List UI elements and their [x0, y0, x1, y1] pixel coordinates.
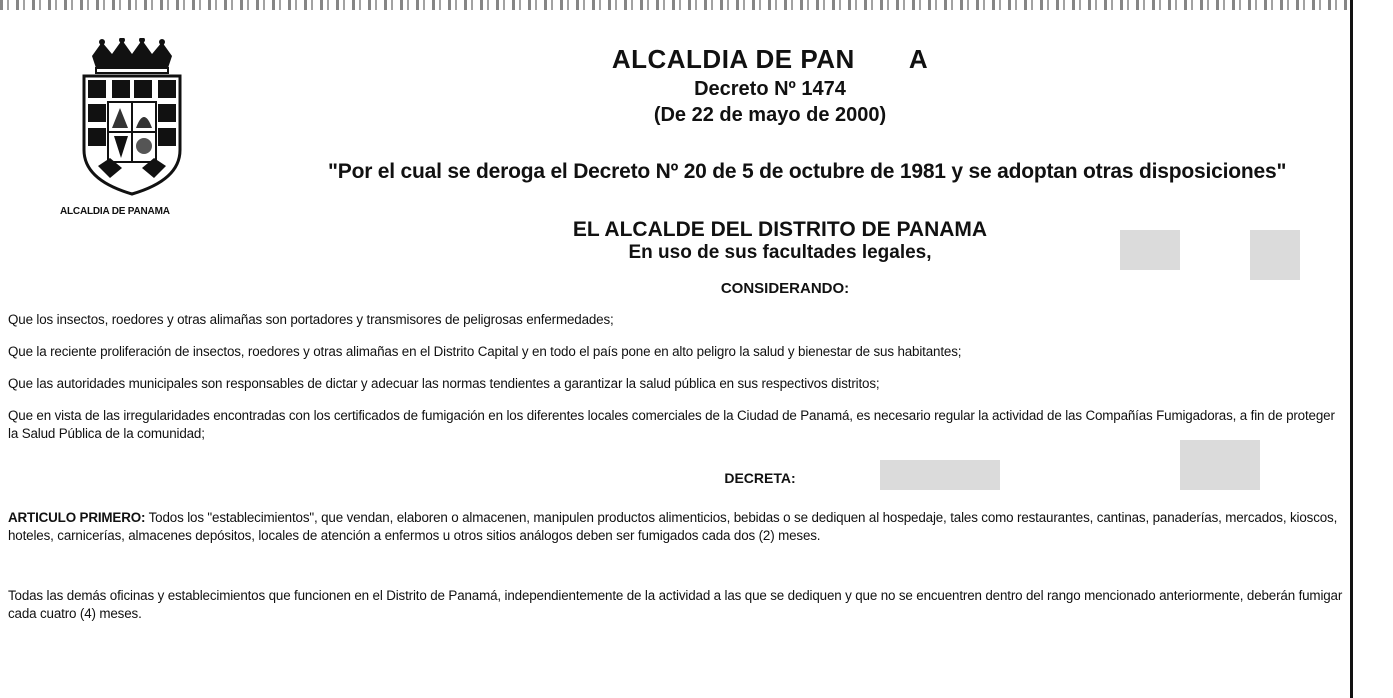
coat-of-arms-logo — [62, 38, 202, 228]
scan-noise — [880, 460, 1000, 490]
coat-of-arms-icon — [72, 38, 192, 198]
logo-caption: ALCALDIA DE PANAMA — [60, 206, 170, 217]
scan-noise — [1180, 440, 1260, 490]
decree-date: (De 22 de mayo de 2000) — [653, 104, 887, 126]
considerando-item: Que los insectos, roedores y otras alimañas son portadores y transmisores de peligrosas enfermedades; — [8, 312, 614, 327]
authority-subheading: En uso de sus facultades legales, — [628, 242, 932, 263]
decree-subject: "Por el cual se deroga el Decreto Nº 20 de 5 de octubre de 1981 y se adoptan otras disposiciones" — [328, 160, 1287, 183]
scan-noise — [1250, 230, 1300, 280]
article-one-paragraph-2: Todas las demás oficinas y establecimientos que funcionen en el Distrito de Panamá, independientemente de la actividad a las que se dediquen y que no se encuentren dentro del rango mencionado anteriormente, deberán fumigar cada cuatro (4) meses. — [8, 588, 1343, 621]
scan-noise — [1120, 230, 1180, 270]
article-one — [8, 509, 1343, 545]
page-border-right — [1350, 0, 1353, 698]
considerando-item: Que la reciente proliferación de insectos, roedores y otras alimañas en el Distrito Capital y en todo el país pone en alto peligro la salud y bienestar de sus habitantes; — [8, 344, 962, 359]
article-one-text: Todos los "establecimientos", que vendan, elaboren o almacenen, manipulen productos alimenticios, bebidas o se dediquen al hospedaje, tales como restaurantes, cantinas, panaderías, mercados, kioscos, hoteles, carnicerías, almacenes depósitos, locales de atención a enfermos u otros sitios análogos deben ser fumigados cada dos (2) meses. — [8, 510, 1338, 543]
decree-number: Decreto Nº 1474 — [694, 78, 846, 100]
considerando-item: Que en vista de las irregularidades encontradas con los certificados de fumigación en los diferentes locales comerciales de la Ciudad de Panamá, es necesario regular la actividad de las Compañías Fumigadoras, a fin de proteger la Salud Pública de la comunidad; — [8, 408, 1335, 441]
considerando-item: Que las autoridades municipales son responsables de dictar y adecuar las normas tendientes a garantizar la salud pública en sus respectivos distritos; — [8, 376, 880, 391]
authority-heading: EL ALCALDE DEL DISTRITO DE PANAMA — [572, 218, 988, 241]
considerando-heading: CONSIDERANDO: — [720, 280, 850, 297]
article-one-label: ARTICULO PRIMERO: — [8, 510, 146, 525]
scan-noise-top — [0, 0, 1350, 10]
document-title: ALCALDIA DE PAN A — [611, 44, 929, 74]
decreta-heading: DECRETA: — [724, 470, 796, 486]
